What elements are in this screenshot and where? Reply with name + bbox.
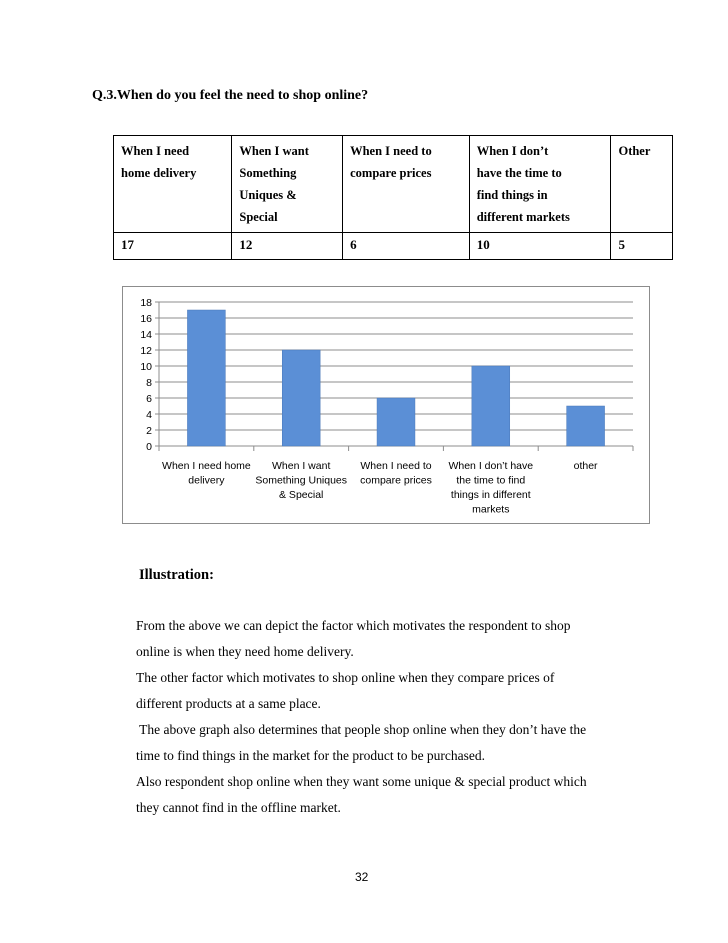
bar xyxy=(567,406,605,446)
y-tick-label: 2 xyxy=(146,425,152,437)
x-tick-label: compare prices xyxy=(360,474,432,487)
header-line: When I need to xyxy=(350,144,432,158)
illustration-point-1 xyxy=(136,613,636,665)
value-cell: 10 xyxy=(469,233,611,260)
y-tick-label: 6 xyxy=(146,393,152,405)
bar xyxy=(282,350,320,446)
value-cell: 12 xyxy=(232,233,343,260)
y-tick-label: 18 xyxy=(140,297,152,309)
illustration-point-4 xyxy=(136,769,636,821)
x-tick-label: When I need to xyxy=(360,460,432,472)
x-tick-label: things in different xyxy=(450,489,531,501)
header-cell-no-time xyxy=(469,136,611,233)
header-line: Special xyxy=(239,210,278,224)
header-line: When I want xyxy=(239,144,309,158)
x-tick-label: markets xyxy=(472,503,510,516)
y-tick-label: 12 xyxy=(140,345,152,357)
point-line: The other factor which motivates to shop online when they compare prices of xyxy=(136,670,555,685)
x-tick-label: & Special xyxy=(279,489,324,501)
x-tick-label: other xyxy=(573,460,598,472)
y-tick-label: 8 xyxy=(146,377,152,389)
header-cell-other xyxy=(611,136,673,233)
x-tick-label: When I want xyxy=(272,460,331,472)
bar xyxy=(187,310,225,446)
bar-chart xyxy=(122,286,650,524)
point-line: The above graph also determines that people shop online when they don’t have the xyxy=(136,722,587,737)
bar xyxy=(472,366,510,446)
header-line: When I don’t xyxy=(476,144,549,158)
header-line: Other xyxy=(618,144,651,158)
page-number: 32 xyxy=(355,870,369,884)
point-line: From the above we can depict the factor which motivates the respondent to shop xyxy=(136,618,571,633)
point-line: different products at a same place. xyxy=(136,696,321,711)
point-line: Also respondent shop online when they want some unique & special product which xyxy=(136,774,587,789)
y-tick-label: 0 xyxy=(146,441,152,453)
header-line: different markets xyxy=(476,210,570,224)
header-cell-home-delivery xyxy=(114,136,232,233)
y-tick-label: 16 xyxy=(140,313,152,325)
x-tick-label: delivery xyxy=(188,474,225,487)
survey-table xyxy=(113,135,673,260)
x-tick-label: When I need home xyxy=(162,460,251,472)
illustration-heading: Illustration: xyxy=(139,567,214,583)
header-line: compare prices xyxy=(350,166,432,180)
x-tick-label: When I don’t have xyxy=(448,460,534,472)
y-tick-label: 4 xyxy=(146,409,152,421)
y-tick-label: 10 xyxy=(140,361,152,373)
header-cell-compare-prices xyxy=(343,136,470,233)
illustration-point-2 xyxy=(136,665,636,717)
value-cell: 5 xyxy=(611,233,673,260)
question-heading: Q.3.When do you feel the need to shop online? xyxy=(92,88,369,103)
point-line: time to find things in the market for the product to be purchased. xyxy=(136,748,486,763)
header-line: have the time to xyxy=(476,166,562,180)
header-line: When I need xyxy=(121,144,190,158)
header-line: find things in xyxy=(476,188,548,202)
point-line: online is when they need home delivery. xyxy=(136,644,354,659)
table-header-row xyxy=(114,136,673,233)
illustration-point-3 xyxy=(136,717,636,769)
y-tick-label: 14 xyxy=(140,329,152,341)
value-cell: 6 xyxy=(343,233,470,260)
value-cell: 17 xyxy=(114,233,232,260)
header-cell-unique-special xyxy=(232,136,343,233)
x-tick-label: Something Uniques xyxy=(255,474,348,487)
header-line: Something xyxy=(239,166,297,180)
table-values-row xyxy=(114,233,673,260)
point-line: they cannot find in the offline market. xyxy=(136,800,341,815)
x-tick-label: the time to find xyxy=(456,474,526,487)
header-line: Uniques & xyxy=(239,188,297,202)
header-line: home delivery xyxy=(121,166,197,180)
bar xyxy=(377,398,415,446)
bar-chart-svg xyxy=(123,287,651,525)
